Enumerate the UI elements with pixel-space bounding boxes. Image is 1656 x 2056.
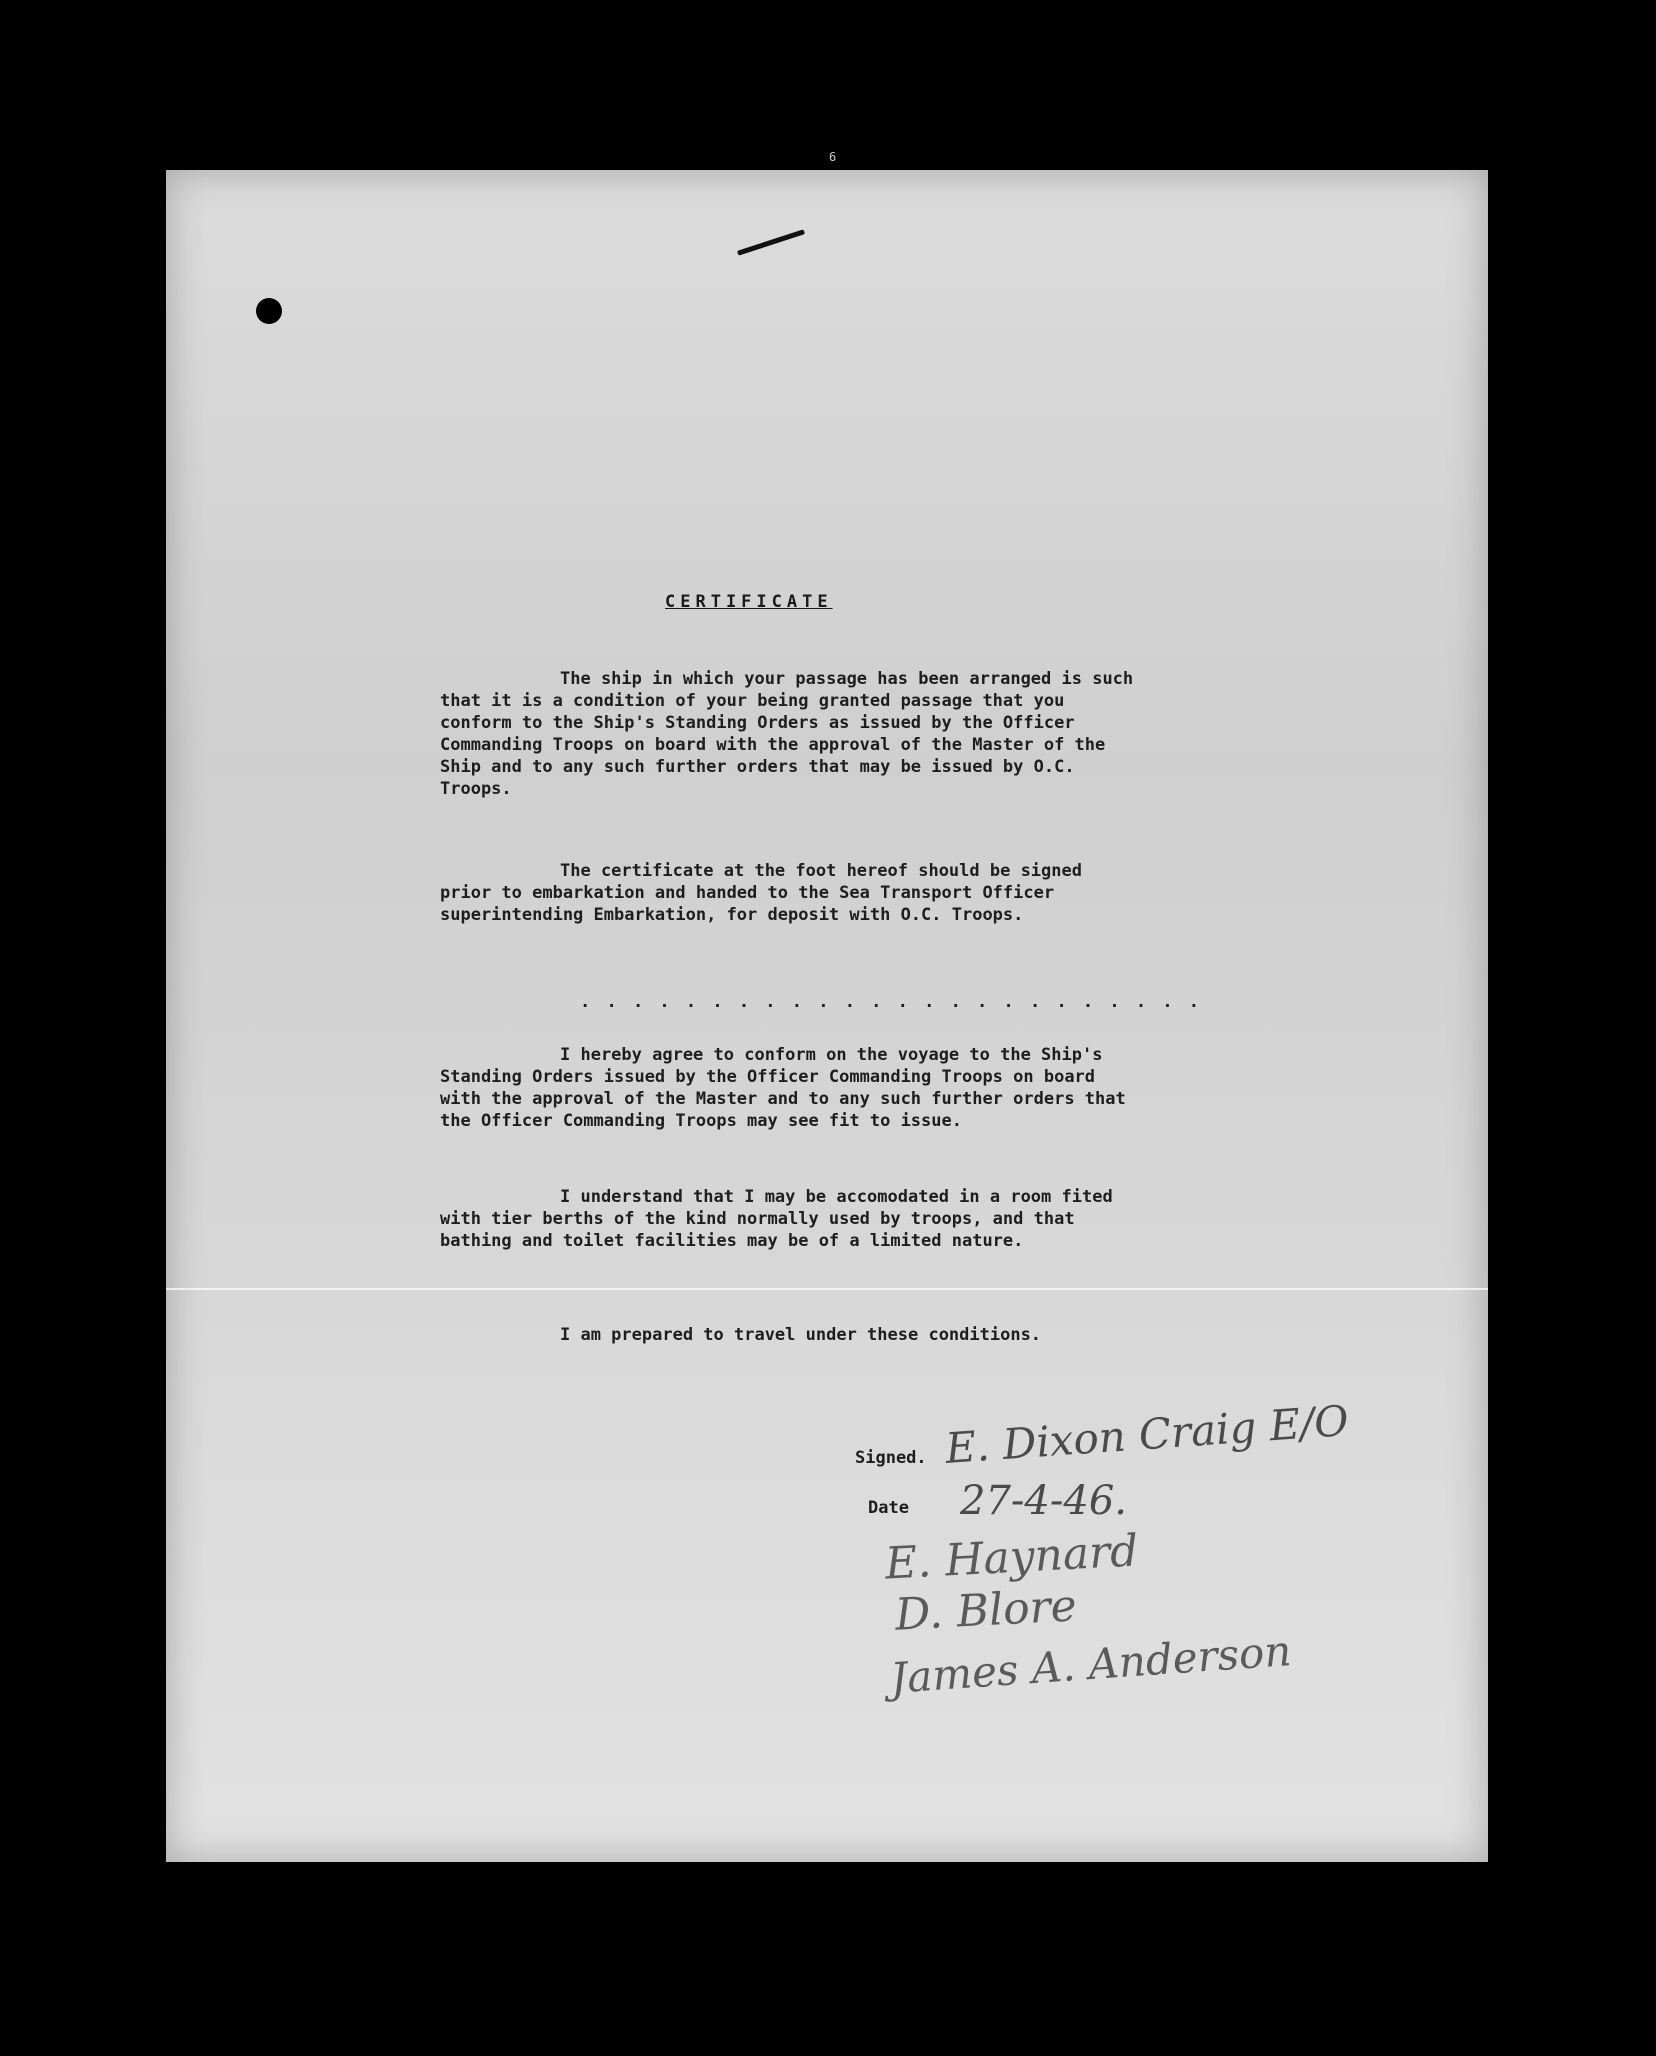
paragraph-accommodation: I understand that I may be accomodated in a room fited with tier berths of the kind normally used by troops, and that bathing and toilet facilities may be of a limited nature. [440, 1187, 1113, 1251]
punch-hole [256, 298, 282, 324]
date-label: Date [868, 1498, 909, 1518]
signed-label: Signed. [855, 1448, 927, 1468]
separator-dots: . . . . . . . . . . . . . . . . . . . . . . . . [580, 992, 1203, 1012]
paragraph-agreement: I hereby agree to conform on the voyage to the Ship's Standing Orders issued by the Officer Commanding Troops on board with the approval of the Master and to any such further orders that the Officer Commanding Troops may see fit to issue. [440, 1045, 1126, 1131]
page-number: 6 [829, 150, 837, 164]
paragraph-travel-conditions: I am prepared to travel under these conditions. [560, 1325, 1042, 1345]
pen-dash-mark [737, 229, 805, 255]
additional-signature-3: James A. Anderson [888, 1626, 1293, 1703]
date-handwritten: 27-4-46. [960, 1478, 1127, 1524]
document-page [166, 150, 1488, 1862]
fold-line [166, 1288, 1488, 1290]
paragraph-signing-instructions: The certificate at the foot hereof should be signed prior to embarkation and handed to the Sea Transport Officer superintending Embarkation, for deposit with O.C. Troops. [440, 861, 1082, 925]
signature-handwritten: E. Dixon Craig E/O [943, 1395, 1351, 1474]
additional-signature-1: E. Haynard [883, 1525, 1140, 1590]
paragraph-passage-conditions: The ship in which your passage has been arranged is such that it is a condition of your being granted passage that you conform to the Ship's Standing Orders as issued by the Officer Commanding Troops on board with the approval of the Master of the Ship and to any such further orders that may be issued by O.C. Troops. [440, 669, 1134, 799]
additional-signature-2: D. Blore [893, 1580, 1078, 1641]
certificate-title: CERTIFICATE [665, 592, 833, 612]
